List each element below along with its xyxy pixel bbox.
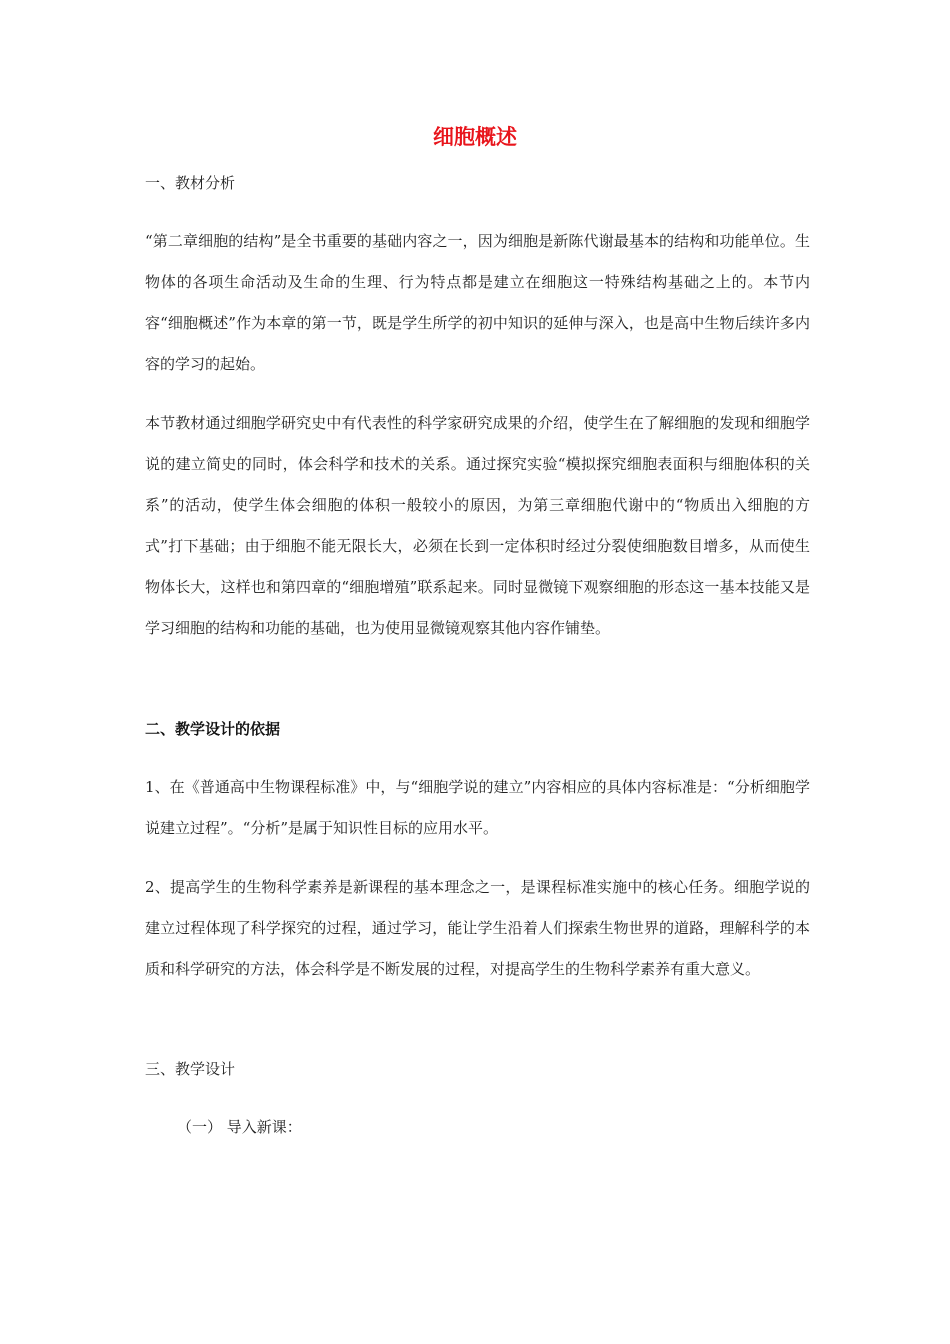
section3-heading: 三、教学设计 — [145, 1060, 236, 1078]
section3-subheading: （一） 导入新课： — [177, 1118, 302, 1136]
page-title: 细胞概述 — [433, 125, 517, 149]
section2-paragraph-2: 2、提高学生的生物科学素养是新课程的基本理念之一，是课程标准实施中的核心任务。细胞学说的建立过程体现了科学探究的过程，通过学习，能让学生沿着人们探索生物世界的道路，理解科学的本质和科学研究的方法，体会科学是不断发展的过程，对提高学生的生物科学素养有重大意义。 — [145, 878, 810, 978]
section1-heading: 一、教材分析 — [145, 174, 236, 192]
section2-paragraph-1: 1、在《普通高中生物课程标准》中，与“细胞学说的建立”内容相应的具体内容标准是：“分析细胞学说建立过程”。“分析”是属于知识性目标的应用水平。 — [145, 778, 810, 837]
section1-paragraph-2: 本节教材通过细胞学研究史中有代表性的科学家研究成果的介绍，使学生在了解细胞的发现和细胞学说的建立简史的同时，体会科学和技术的关系。通过探究实验“模拟探究细胞表面积与细胞体积的关系”的活动，使学生体会细胞的体积一般较小的原因，为第三章细胞代谢中的“物质出入细胞的方式”打下基础；由于细胞不能无限长大，必须在长到一定体积时经过分裂使细胞数目增多，从而使生物体长大，这样也和第四章的“细胞增殖”联系起来。同时显微镜下观察细胞的形态这一基本技能又是学习细胞的结构和功能的基础，也为使用显微镜观察其他内容作铺垫。 — [145, 414, 810, 637]
section1-paragraph-1: “第二章细胞的结构”是全书重要的基础内容之一，因为细胞是新陈代谢最基本的结构和功能单位。生物体的各项生命活动及生命的生理、行为特点都是建立在细胞这一特殊结构基础之上的。本节内容“细胞概述”作为本章的第一节，既是学生所学的初中知识的延伸与深入，也是高中生物后续许多内容的学习的起始。 — [145, 232, 810, 373]
section2-heading: 二、教学设计的依据 — [145, 720, 281, 738]
